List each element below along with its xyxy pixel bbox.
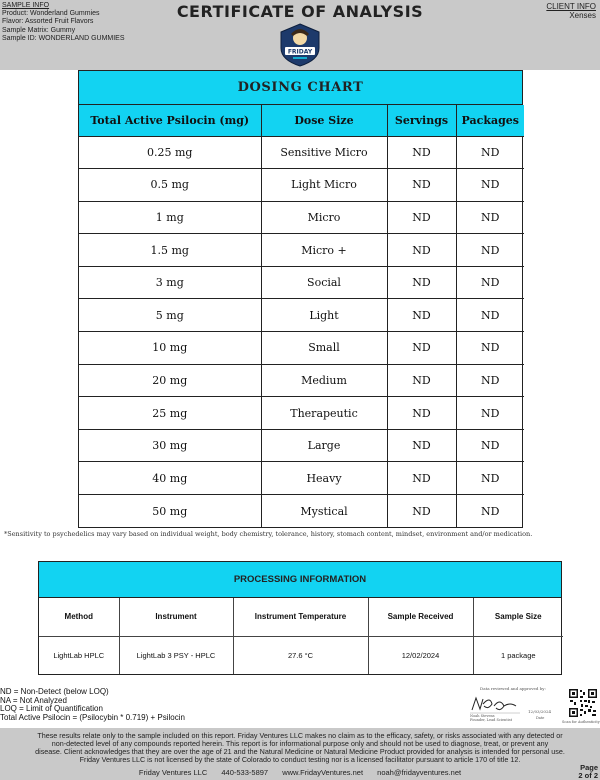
table-row	[79, 299, 524, 332]
table-row	[79, 201, 524, 234]
dosing-header-row	[79, 105, 524, 136]
servings-cell: ND	[387, 364, 456, 397]
dose-size-cell: Micro	[261, 201, 387, 234]
total-active-psilocin-cell: 0.5 mg	[79, 169, 261, 202]
signature-caption: Data reviewed and approved by:	[480, 686, 546, 691]
email-link[interactable]: noah@fridayventures.net	[377, 768, 462, 777]
total-active-psilocin-cell: 1.5 mg	[79, 234, 261, 267]
servings-cell: ND	[387, 462, 456, 495]
packages-cell: ND	[456, 429, 524, 462]
column-header: Dose Size	[261, 105, 387, 136]
website-link[interactable]: www.FridayVentures.net	[282, 768, 364, 777]
total-active-psilocin-cell: 5 mg	[79, 299, 261, 332]
sample-info-id: Sample ID: WONDERLAND GUMMIES	[2, 34, 125, 42]
page-label: Page	[580, 763, 598, 772]
column-header: Servings	[387, 105, 456, 136]
processing-header-row	[39, 598, 563, 636]
processing-title: PROCESSING INFORMATION	[39, 562, 561, 598]
signature-image	[470, 694, 520, 714]
dose-size-cell: Large	[261, 429, 387, 462]
dosing-table	[79, 105, 524, 527]
packages-cell: ND	[456, 397, 524, 430]
table-row	[79, 429, 524, 462]
disclaimer-line: These results relate only to the sample included on this report. Friday Ventures LLC makes no claim as to the efficacy, safety, or risks associated with any detected or	[37, 731, 563, 740]
signature-date-label: Date	[536, 716, 545, 720]
total-active-psilocin-cell: 20 mg	[79, 364, 261, 397]
signer-role: Founder, Lead Scientist	[470, 718, 513, 722]
total-active-psilocin-cell: 3 mg	[79, 266, 261, 299]
qr-code[interactable]	[568, 688, 598, 718]
disclaimer-line: disease. Client acknowledges that they are over the age of 21 and the Natural Medicine or Natural Medicine Product provided for analysis is intended for personal use.	[35, 747, 565, 756]
legend-item: ND = Non-Detect (below LOQ)	[0, 687, 109, 696]
report-header	[0, 0, 600, 70]
sensitivity-footnote: *Sensitivity to psychedelics may vary based on individual weight, body chemistry, tolerance, history, stomach content, mindset, environment and/or medication.	[4, 530, 533, 538]
column-header: Sample Size	[473, 598, 563, 636]
servings-cell: ND	[387, 201, 456, 234]
sample-size-cell: 1 package	[473, 636, 563, 674]
column-header: Method	[39, 598, 119, 636]
sample-info-matrix: Sample Matrix: Gummy	[2, 26, 76, 34]
sample-info-heading: SAMPLE INFO	[2, 2, 50, 9]
table-row	[79, 332, 524, 365]
dosing-chart-title: DOSING CHART	[79, 71, 522, 105]
signer-info	[470, 714, 512, 722]
servings-cell: ND	[387, 234, 456, 267]
table-row	[79, 397, 524, 430]
method-cell: LightLab HPLC	[39, 636, 119, 674]
friday-logo	[277, 22, 323, 68]
table-row	[79, 266, 524, 299]
table-row	[79, 462, 524, 495]
instrument-cell: LightLab 3 PSY - HPLC	[119, 636, 233, 674]
servings-cell: ND	[387, 332, 456, 365]
total-active-psilocin-cell: 10 mg	[79, 332, 261, 365]
disclaimer-line: Friday Ventures LLC is not licensed by the state of Colorado to conduct testing nor is a licensed facilitator pursuant to article 170 of title 12.	[79, 755, 521, 764]
phone-number: 440-533-5897	[221, 768, 269, 777]
dosing-table-body	[79, 136, 524, 527]
client-info-heading: CLIENT INFO	[546, 2, 596, 11]
table-row	[79, 136, 524, 169]
signer-name: Noah Stevens	[470, 714, 495, 718]
dose-size-cell: Micro +	[261, 234, 387, 267]
qr-caption: Scan for Authenticity	[562, 720, 600, 724]
total-active-psilocin-cell: 1 mg	[79, 201, 261, 234]
disclaimer-line: non-detected level of any compounds reported herein. This report is for informational purpose only and should not be used to diagnose, treat, or prevent any	[51, 739, 549, 748]
packages-cell: ND	[456, 266, 524, 299]
total-active-psilocin-cell: 25 mg	[79, 397, 261, 430]
servings-cell: ND	[387, 169, 456, 202]
contact-info	[0, 768, 600, 777]
packages-cell: ND	[456, 136, 524, 169]
table-row	[79, 364, 524, 397]
dose-size-cell: Therapeutic	[261, 397, 387, 430]
packages-cell: ND	[456, 462, 524, 495]
disclaimer	[0, 732, 600, 764]
dose-size-cell: Social	[261, 266, 387, 299]
column-header: Total Active Psilocin (mg)	[79, 105, 261, 136]
table-row	[79, 169, 524, 202]
table-row	[79, 495, 524, 528]
dose-size-cell: Light	[261, 299, 387, 332]
abbreviation-legend	[0, 688, 185, 722]
legend-item: LOQ = Limit of Quantification	[0, 704, 103, 714]
page-of: 2 of 2	[578, 771, 598, 780]
sample-info-flavor: Flavor: Assorted Fruit Flavors	[2, 18, 94, 26]
client-info	[546, 2, 596, 20]
packages-cell: ND	[456, 169, 524, 202]
sample-info-product: Product: Wonderland Gummies	[2, 10, 100, 18]
dose-size-cell: Sensitive Micro	[261, 136, 387, 169]
servings-cell: ND	[387, 495, 456, 528]
report-footer	[0, 728, 600, 780]
signature-block	[470, 686, 560, 726]
total-active-psilocin-cell: 40 mg	[79, 462, 261, 495]
packages-cell: ND	[456, 201, 524, 234]
column-header: Sample Received	[368, 598, 473, 636]
page-number	[578, 764, 598, 780]
legend-item: Total Active Psilocin = (Psilocybin * 0.719) + Psilocin	[0, 712, 185, 722]
servings-cell: ND	[387, 429, 456, 462]
servings-cell: ND	[387, 266, 456, 299]
packages-cell: ND	[456, 332, 524, 365]
dose-size-cell: Small	[261, 332, 387, 365]
dose-size-cell: Mystical	[261, 495, 387, 528]
packages-cell: ND	[456, 299, 524, 332]
servings-cell: ND	[387, 397, 456, 430]
dose-size-cell: Heavy	[261, 462, 387, 495]
servings-cell: ND	[387, 299, 456, 332]
packages-cell: ND	[456, 495, 524, 528]
signature-date: 12/03/2024	[528, 709, 552, 714]
column-header: Instrument	[119, 598, 233, 636]
sample-received-cell: 12/02/2024	[368, 636, 473, 674]
table-row	[39, 636, 563, 674]
processing-table	[39, 598, 563, 674]
instrument-temperature-cell: 27.6 °C	[233, 636, 368, 674]
total-active-psilocin-cell: 50 mg	[79, 495, 261, 528]
servings-cell: ND	[387, 136, 456, 169]
total-active-psilocin-cell: 0.25 mg	[79, 136, 261, 169]
table-row	[79, 234, 524, 267]
dose-size-cell: Light Micro	[261, 169, 387, 202]
column-header: Instrument Temperature	[233, 598, 368, 636]
processing-information	[38, 561, 562, 675]
dose-size-cell: Medium	[261, 364, 387, 397]
logo-text: FRIDAY	[287, 48, 313, 56]
page-title: CERTIFICATE OF ANALYSIS	[176, 2, 424, 21]
packages-cell: ND	[456, 234, 524, 267]
column-header: Packages	[456, 105, 524, 136]
total-active-psilocin-cell: 30 mg	[79, 429, 261, 462]
client-name: Xenses	[569, 11, 596, 20]
dosing-chart	[78, 70, 523, 528]
legend-item: NA = Not Analyzed	[0, 695, 67, 705]
company-name: Friday Ventures LLC	[138, 768, 208, 777]
packages-cell: ND	[456, 364, 524, 397]
